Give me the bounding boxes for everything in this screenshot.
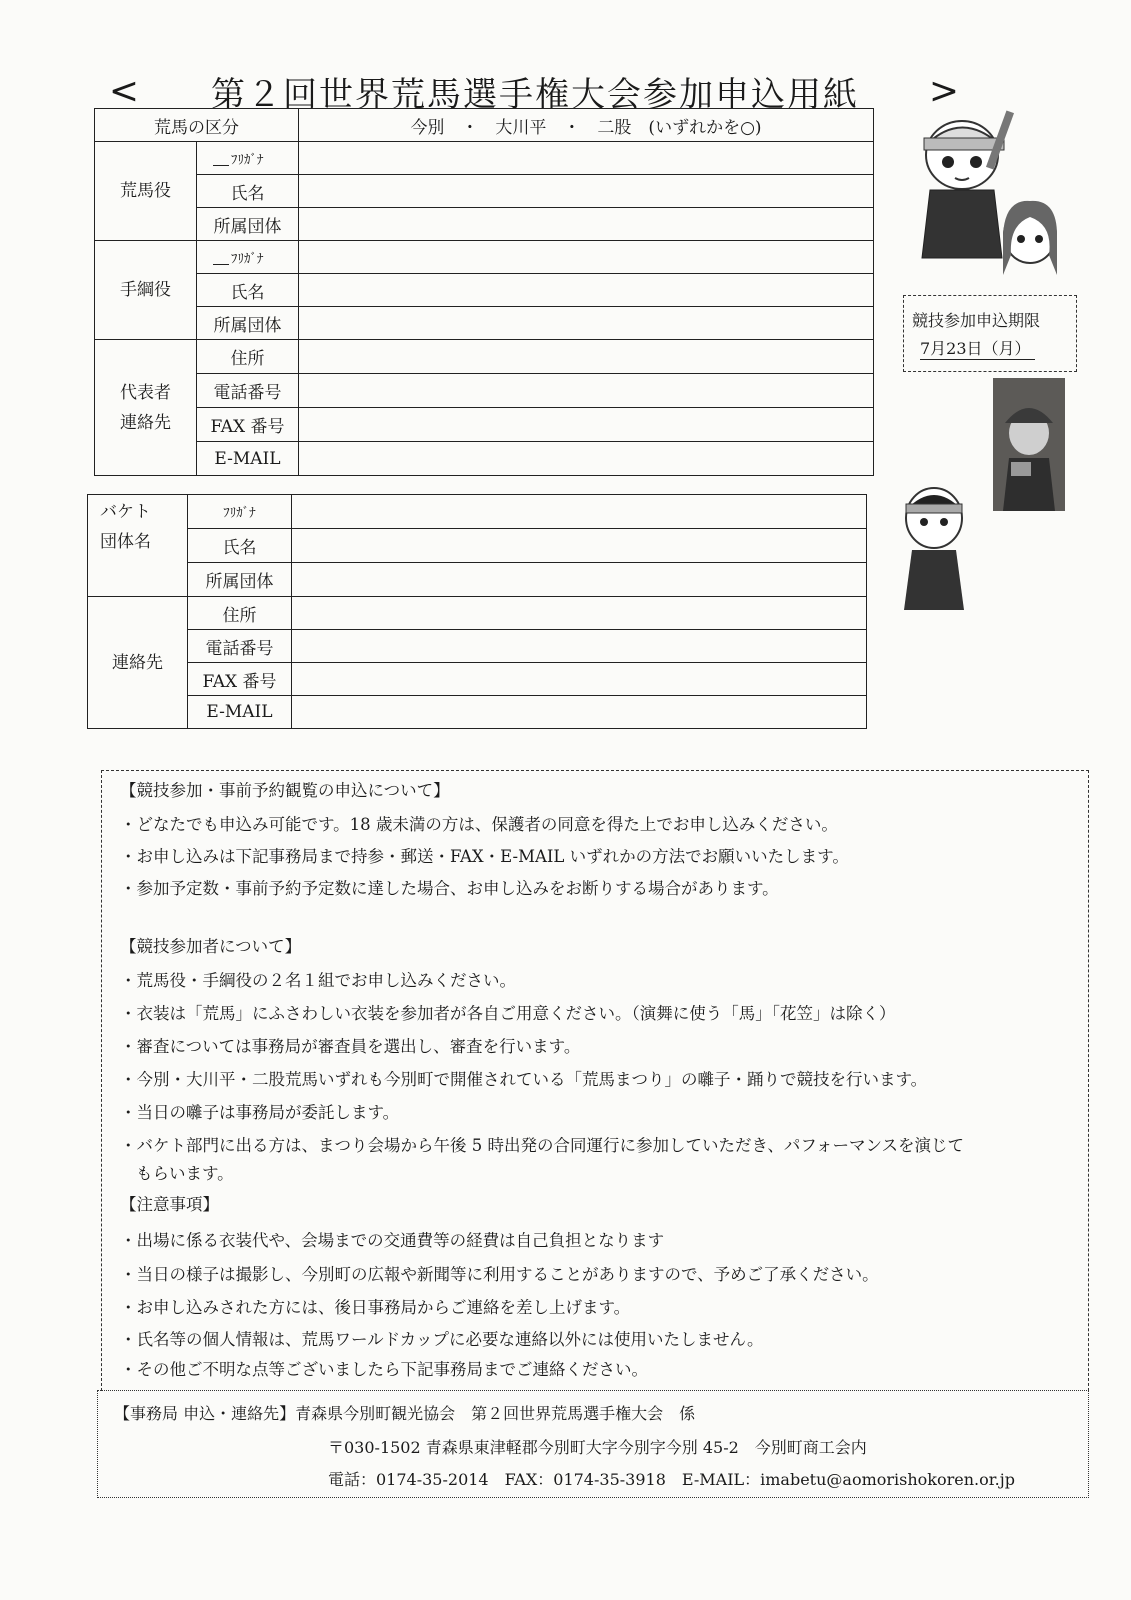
notes-item: ・今別・大川平・二股荒馬いずれも今別町で開催されている「荒馬まつり」の囃子・踊りで競技を行います。 [120, 1070, 928, 1089]
address-label: 住所 [188, 597, 292, 630]
aruma-affiliation-field[interactable] [299, 208, 874, 241]
tazuna-affiliation-field[interactable] [299, 307, 874, 340]
fax-label: FAX 番号 [197, 408, 299, 442]
deadline-date: 7月23日（月） [920, 336, 1035, 360]
category-label: 荒馬の区分 [95, 109, 299, 142]
title-bracket-right: > [928, 70, 962, 112]
rep-fax-field[interactable] [299, 408, 874, 442]
baketo-phone-field[interactable] [292, 630, 867, 663]
notes-item: ・氏名等の個人情報は、荒馬ワールドカップに必要な連絡以外には使用いたしません。 [120, 1330, 764, 1349]
name-label: 氏名 [197, 175, 299, 208]
affiliation-label: 所属団体 [197, 208, 299, 241]
affiliation-label: 所属団体 [197, 307, 299, 340]
deadline-box [903, 295, 1077, 372]
office-address: 〒030-1502 青森県東津軽郡今別町大字今別字今別 45-2 今別町商工会内 [328, 1438, 867, 1457]
office-line-1: 【事務局 申込・連絡先】青森県今別町観光協会 第２回世界荒馬選手権大会 係 [114, 1404, 696, 1423]
rep-email-field[interactable] [299, 442, 874, 476]
notes-item: ・どなたでも申込み可能です。18 歳未満の方は、保護者の同意を得た上でお申し込みください。 [120, 815, 838, 834]
rep-phone-field[interactable] [299, 374, 874, 408]
notes-item: ・お申し込みされた方には、後日事務局からご連絡を差し上げます。 [120, 1298, 631, 1317]
aruma-furigana-field[interactable] [299, 142, 874, 175]
notes-item: ・参加予定数・事前予約予定数に達した場合、お申し込みをお断りする場合があります。 [120, 879, 779, 898]
baketo-form-table [87, 494, 867, 729]
furigana-label: ﾌﾘｶﾞﾅ [197, 142, 299, 175]
affiliation-label: 所属団体 [188, 563, 292, 597]
section-baketo-contact: 連絡先 [88, 597, 188, 729]
baketo-email-field[interactable] [292, 696, 867, 729]
phone-label: 電話番号 [197, 374, 299, 408]
fax-label: FAX 番号 [188, 663, 292, 696]
baketo-fax-field[interactable] [292, 663, 867, 696]
section-tazuna-yaku: 手綱役 [95, 241, 197, 340]
baketo-affiliation-field[interactable] [292, 563, 867, 597]
office-contact-numbers: 電話：0174-35-2014 FAX：0174-35-3918 E-MAIL：imabetu@aomorishokoren.or.jp [328, 1470, 1015, 1489]
name-label: 氏名 [197, 274, 299, 307]
baketo-address-field[interactable] [292, 597, 867, 630]
notes-item: ・衣装は「荒馬」にふさわしい衣装を参加者が各自ご用意ください。（演舞に使う「馬」「花笠」は除く） [120, 1004, 896, 1023]
notes-item: ・当日の様子は撮影し、今別町の広報や新聞等に利用することがありますので、予めご了承ください。 [120, 1265, 879, 1284]
name-label: 氏名 [188, 529, 292, 563]
phone-label: 電話番号 [188, 630, 292, 663]
notes-item: ・当日の囃子は事務局が委託します。 [120, 1103, 400, 1122]
baketo-name-field[interactable] [292, 529, 867, 563]
tazuna-furigana-field[interactable] [299, 241, 874, 274]
rep-address-field[interactable] [299, 340, 874, 374]
aruma-name-field[interactable] [299, 175, 874, 208]
office-contact-box [97, 1390, 1089, 1498]
email-label: E-MAIL [197, 442, 299, 476]
notes-heading-participants: 【競技参加者について】 [120, 937, 302, 956]
section-baketo-group: バケト 団体名 [88, 495, 188, 597]
notes-item: ・出場に係る衣装代や、会場までの交通費等の経費は自己負担となります [120, 1231, 665, 1250]
tazuna-name-field[interactable] [299, 274, 874, 307]
furigana-label: ﾌﾘｶﾞﾅ [197, 241, 299, 274]
notes-item-continued: もらいます。 [136, 1164, 234, 1183]
application-form-table [94, 108, 874, 476]
notes-item: ・バケト部門に出る方は、まつり会場から午後 5 時出発の合同運行に参加していただき、パフォーマンスを演じて [120, 1136, 965, 1155]
furigana-label: ﾌﾘｶﾞﾅ [188, 495, 292, 529]
category-options[interactable]: 今別 ・ 大川平 ・ 二股 (いずれかを○) [299, 109, 874, 142]
mascot-baketo-boy-illustration [898, 480, 970, 615]
notes-item: ・お申し込みは下記事務局まで持参・郵送・FAX・E-MAIL いずれかの方法でお願いいたします。 [120, 847, 849, 866]
deadline-label: 競技参加申込期限 [912, 311, 1041, 330]
baketo-furigana-field[interactable] [292, 495, 867, 529]
notes-item: ・審査については事務局が審査員を選出し、審査を行います。 [120, 1037, 581, 1056]
mascot-girl-illustration [995, 195, 1065, 285]
mascot-photo-illustration [993, 378, 1065, 511]
title-text: 第２回世界荒馬選手権大会参加申込用紙 [211, 74, 859, 115]
section-representative-contact: 代表者 連絡先 [95, 340, 197, 476]
notes-item: ・荒馬役・手綱役の２名１組でお申し込みください。 [120, 971, 516, 990]
notes-heading-application: 【競技参加・事前予約観覧の申込について】 [120, 781, 450, 800]
notes-heading-cautions: 【注意事項】 [120, 1195, 219, 1214]
notes-item: ・その他ご不明な点等ございましたら下記事務局までご連絡ください。 [120, 1360, 648, 1379]
email-label: E-MAIL [188, 696, 292, 729]
address-label: 住所 [197, 340, 299, 374]
title-bracket-left: < [108, 70, 142, 112]
section-aruma-yaku: 荒馬役 [95, 142, 197, 241]
notes-box [101, 770, 1089, 1391]
